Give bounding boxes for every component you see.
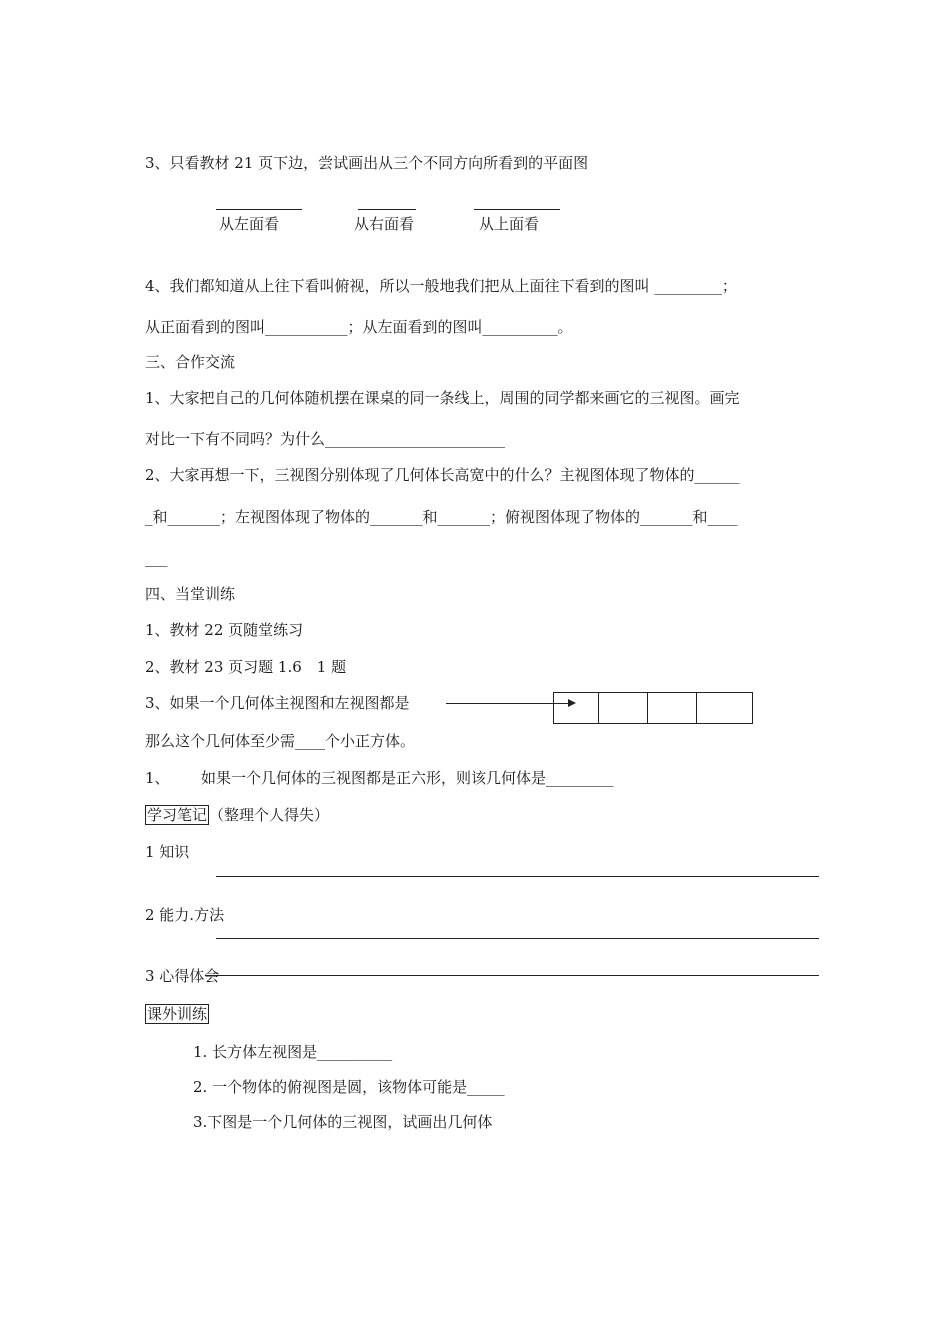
- extra-q1: 1. 长方体左视图是__________: [193, 1043, 393, 1061]
- study-notes-title: 学习笔记: [147, 806, 208, 824]
- notes-line-reflection: [205, 975, 819, 976]
- extra-q3: 3.下图是一个几何体的三视图，试画出几何体: [193, 1113, 493, 1131]
- notes-line-ability: [216, 938, 819, 939]
- extra-q2: 2. 一个物体的俯视图是圆，该物体可能是_____: [193, 1078, 505, 1096]
- section-3-heading: 三、合作交流: [145, 353, 236, 371]
- notes-line-knowledge: [216, 876, 819, 877]
- square-grid-figure: [553, 692, 753, 724]
- view-label-right: 从右面看: [354, 215, 415, 233]
- exercise-3: 3、如果一个几何体主视图和左视图都是: [145, 694, 410, 712]
- cooperate-q2-line-1: 2、大家再想一下，三视图分别体现了几何体长高宽中的什么？主视图体现了物体的______: [145, 466, 740, 484]
- cooperate-q2-line-3: ___: [145, 549, 168, 567]
- drawing-line-right: [358, 209, 416, 210]
- view-label-left: 从左面看: [219, 215, 280, 233]
- notes-item-reflection: 3 心得体会: [145, 967, 220, 985]
- notes-item-knowledge: 1 知识: [145, 843, 190, 861]
- cooperate-q1-line-2: 对比一下有不同吗？为什么________________________: [145, 430, 506, 448]
- extra-practice-header: [145, 1005, 209, 1023]
- question-4-line-1: 4、我们都知道从上往下看叫俯视，所以一般地我们把从上面往下看到的图叫 _________；: [145, 277, 737, 295]
- drawing-line-left: [216, 209, 302, 210]
- section-4-heading: 四、当堂训练: [145, 585, 236, 603]
- grid-divider: [647, 693, 648, 723]
- exercise-1: 1、教材 22 页随堂练习: [145, 621, 304, 639]
- exercise-3-continued: 那么这个几何体至少需____个小正方体。: [145, 732, 416, 750]
- notes-item-ability: 2 能力.方法: [145, 906, 225, 924]
- study-notes-subtitle: （整理个人得失）: [209, 806, 330, 824]
- exercise-2: 2、教材 23 页习题 1.6 1 题: [145, 658, 347, 676]
- question-4-line-2: 从正面看到的图叫___________；从左面看到的图叫__________。: [145, 318, 573, 336]
- view-label-top: 从上面看: [479, 215, 540, 233]
- study-notes-header: [145, 806, 329, 824]
- grid-divider: [696, 693, 697, 723]
- grid-divider: [598, 693, 599, 723]
- cooperate-q1-line-1: 1、大家把自己的几何体随机摆在课桌的同一条线上，周围的同学都来画它的三视图。画完: [145, 389, 740, 407]
- drawing-line-top: [474, 209, 560, 210]
- extra-practice-title: 课外训练: [147, 1005, 208, 1023]
- exercise-4: 如果一个几何体的三视图都是正六形，则该几何体是_________: [201, 769, 614, 787]
- exercise-4-number: 1、: [145, 769, 170, 787]
- cooperate-q2-line-2: _和_______；左视图体现了物体的_______和_______；俯视图体现了物体的_______和____: [145, 508, 738, 526]
- question-3-text: 3、只看教材 21 页下边，尝试画出从三个不同方向所看到的平面图: [145, 154, 589, 172]
